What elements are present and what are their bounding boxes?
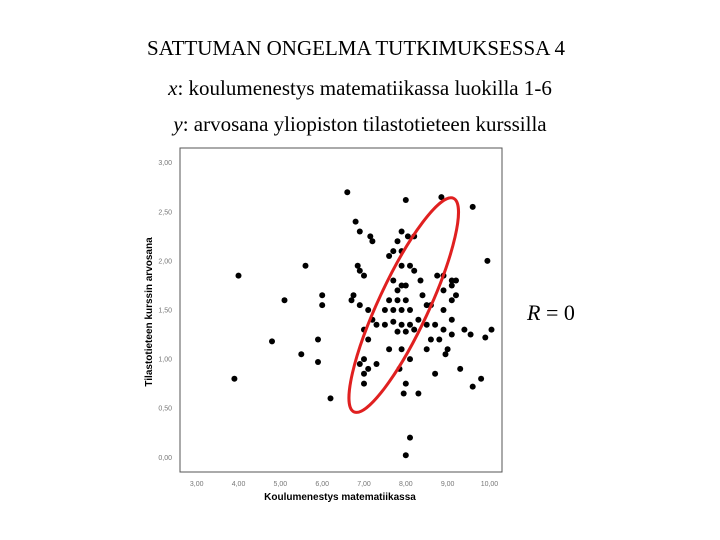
data-point (395, 287, 401, 293)
data-point (399, 229, 405, 235)
data-point (453, 278, 459, 284)
x-tick-label: 3,00 (189, 481, 204, 488)
y-tick-label: 0,00 (158, 454, 172, 462)
data-point (395, 329, 401, 335)
data-point (403, 381, 409, 387)
data-point (365, 337, 371, 343)
data-point (369, 238, 375, 244)
data-point (390, 278, 396, 284)
data-point (315, 359, 321, 365)
x-tick-label: 10,00 (480, 481, 499, 488)
data-point (386, 253, 392, 259)
data-point (461, 327, 467, 333)
data-point (365, 366, 371, 372)
data-point (411, 268, 417, 274)
y-tick-label: 3,00 (158, 160, 172, 168)
data-point (415, 391, 421, 397)
data-point (470, 384, 476, 390)
data-point (434, 273, 440, 279)
y-tick-label: 0,50 (158, 405, 172, 413)
data-point (428, 337, 434, 343)
data-point (269, 338, 275, 344)
data-point (470, 204, 476, 210)
data-point (357, 361, 363, 367)
data-point (407, 435, 413, 441)
y-tick-label: 1,00 (158, 356, 172, 364)
data-point (432, 322, 438, 328)
data-point (403, 297, 409, 303)
data-point (403, 197, 409, 203)
data-point (303, 263, 309, 269)
data-point (231, 376, 237, 382)
y-tick-label: 2,00 (158, 258, 172, 266)
data-point (390, 319, 396, 325)
data-point (357, 302, 363, 308)
x-tick-label: 8,00 (399, 481, 413, 488)
data-point (407, 322, 413, 328)
data-point (415, 317, 421, 323)
data-point (361, 356, 367, 362)
data-point (407, 263, 413, 269)
data-point (411, 327, 417, 333)
data-point (399, 346, 405, 352)
data-point (386, 346, 392, 352)
data-point (401, 391, 407, 397)
data-point (319, 292, 325, 298)
data-point (386, 297, 392, 303)
x-variable-text: : koulumenestys matematiikassa luokilla 1-6 (177, 76, 552, 100)
data-point (357, 268, 363, 274)
data-point (407, 307, 413, 313)
data-point (441, 327, 447, 333)
data-point (399, 322, 405, 328)
data-point (390, 248, 396, 254)
data-point (315, 337, 321, 343)
x-tick-labels (190, 481, 498, 488)
data-point (353, 219, 359, 225)
data-point (390, 307, 396, 313)
data-point (449, 297, 455, 303)
data-point (319, 302, 325, 308)
data-point (424, 346, 430, 352)
y-variable-text: : arvosana yliopiston tilastotieteen kurssilla (182, 112, 547, 136)
data-point (403, 329, 409, 335)
data-point (432, 371, 438, 377)
data-point (453, 292, 459, 298)
data-point (418, 278, 424, 284)
x-tick-label: 6,00 (315, 481, 329, 488)
data-point (478, 376, 484, 382)
x-axis-title: Koulumenestys matematiikassa (264, 492, 416, 503)
data-point (361, 381, 367, 387)
data-point (468, 332, 474, 338)
data-point (361, 273, 367, 279)
data-point (449, 332, 455, 338)
data-point (449, 317, 455, 323)
correlation-value: = 0 (540, 300, 575, 325)
y-tick-label: 2,50 (158, 209, 172, 217)
slide-title: SATTUMAN ONGELMA TUTKIMUKSESSA 4 (147, 36, 565, 60)
data-point (361, 371, 367, 377)
data-point (328, 395, 334, 401)
x-tick-label: 5,00 (273, 481, 288, 488)
data-point (374, 322, 380, 328)
data-point (441, 287, 447, 293)
data-point (395, 297, 401, 303)
data-point (482, 335, 488, 341)
data-point (457, 366, 463, 372)
y-tick-labels (158, 160, 172, 462)
plot-frame (180, 148, 502, 472)
x-tick-label: 9,00 (440, 481, 455, 488)
data-point (349, 297, 355, 303)
data-point (298, 351, 304, 357)
data-point (399, 263, 405, 269)
data-point (489, 327, 495, 333)
data-point (365, 307, 371, 313)
data-point (236, 273, 242, 279)
correlation-label (527, 300, 575, 326)
x-variable-symbol: x (168, 76, 178, 100)
data-point (344, 189, 350, 195)
data-point (282, 297, 288, 303)
data-point (395, 238, 401, 244)
data-point (374, 361, 380, 367)
data-point (436, 337, 442, 343)
y-variable-symbol: y (173, 112, 183, 136)
data-point (403, 283, 409, 289)
data-point (382, 307, 388, 313)
data-point (441, 307, 447, 313)
data-point (443, 351, 449, 357)
data-point (403, 452, 409, 458)
data-point (357, 229, 363, 235)
data-point (484, 258, 490, 264)
x-tick-label: 7,00 (357, 481, 371, 488)
data-point (399, 307, 405, 313)
data-point (420, 292, 426, 298)
y-axis-title: Tilastotieteen kurssin arvosana (144, 237, 155, 387)
data-point (407, 356, 413, 362)
correlation-symbol: R (527, 300, 541, 325)
x-tick-label: 4,00 (231, 481, 246, 488)
y-tick-label: 1,50 (158, 307, 172, 315)
data-point (382, 322, 388, 328)
